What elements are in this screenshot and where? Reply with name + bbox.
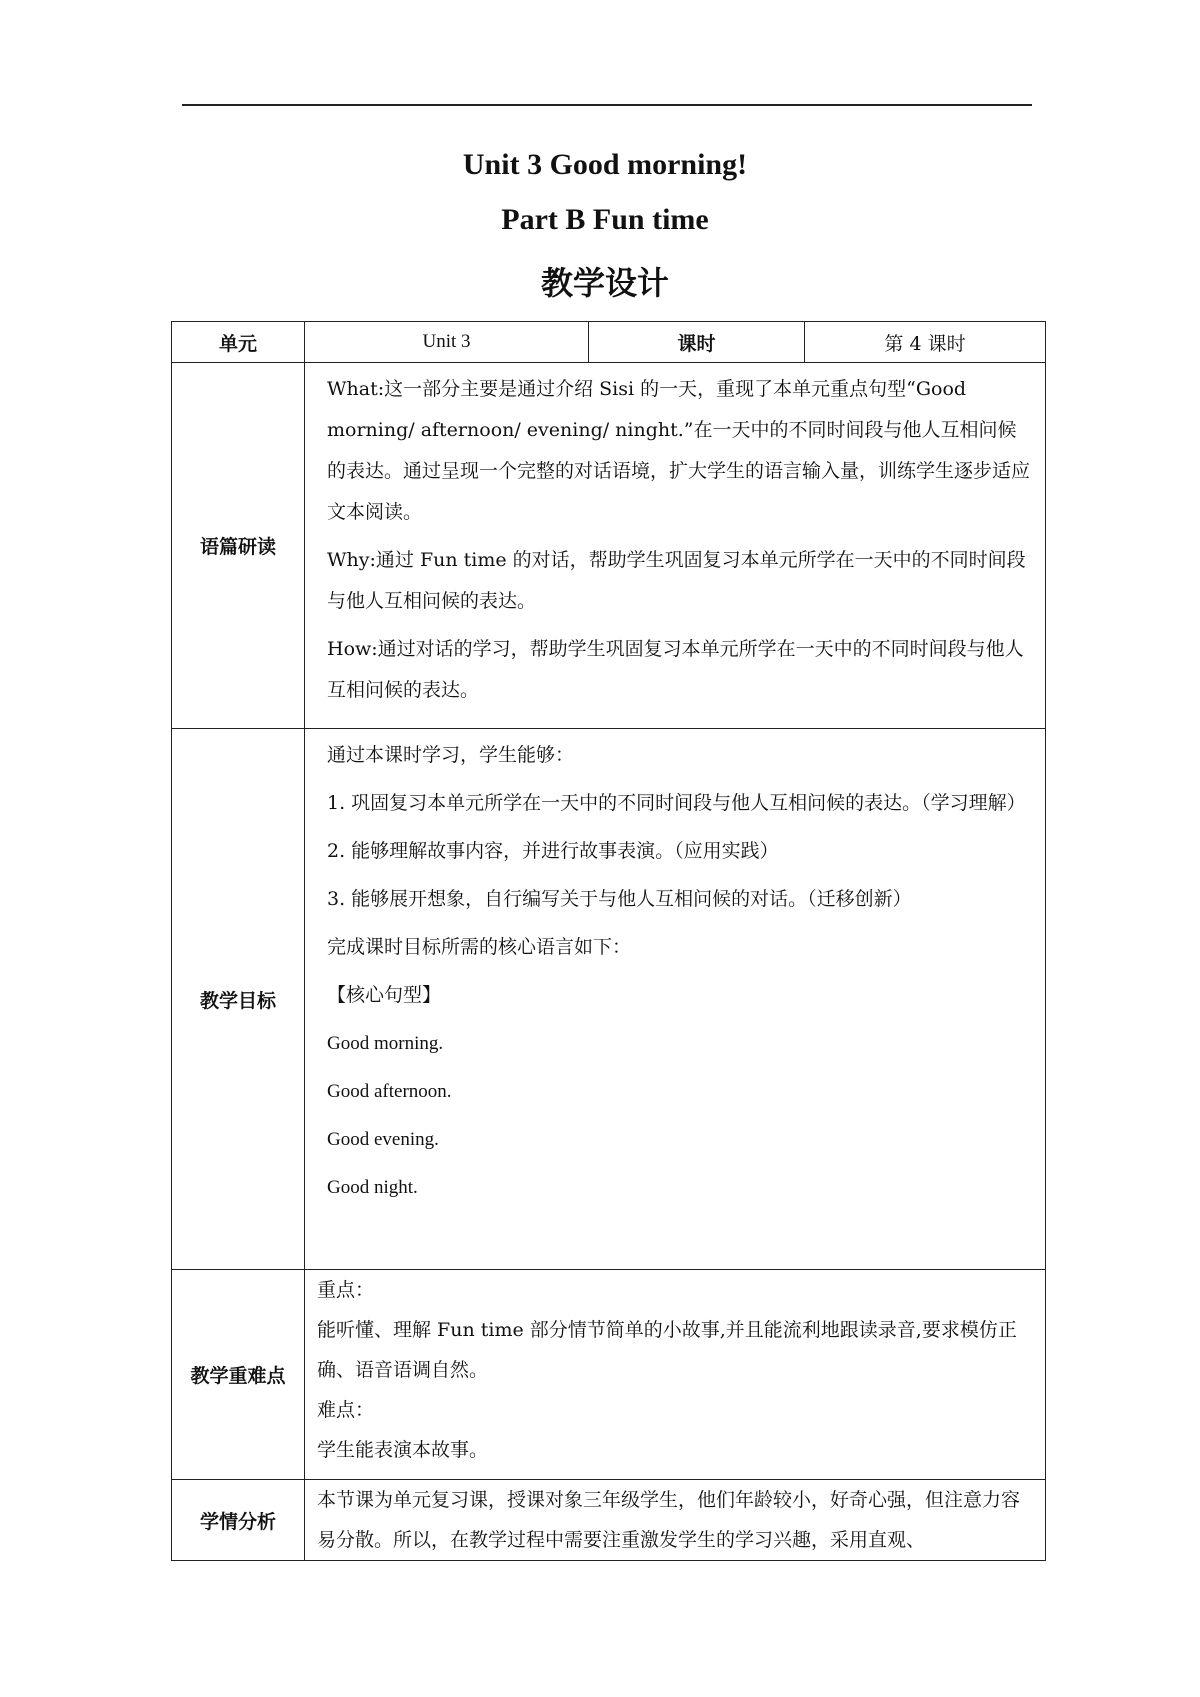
core-sentence: Good night. (327, 1177, 418, 1198)
core-language-intro: 完成课时目标所需的核心语言如下： (327, 936, 632, 958)
focus-text: 能听懂、理解 Fun time 部分情节简单的小故事,并且能流利地跟读录音,要求模仿正确、语音语调自然。 (317, 1319, 1017, 1381)
text-study-row (172, 363, 1046, 729)
header-row (172, 322, 1046, 363)
header-rule (182, 104, 1032, 106)
objectives-label: 教学目标 (172, 729, 305, 1270)
document-subtitle: Part B Fun time (501, 203, 709, 236)
objectives-content (305, 729, 1046, 1270)
analysis-row (172, 1480, 1046, 1561)
objective-item: 3. 能够展开想象，自行编写关于与他人互相问候的对话。（迁移创新） (327, 888, 912, 910)
unit-label: 单元 (172, 322, 305, 363)
core-sentence: Good afternoon. (327, 1081, 452, 1102)
why-paragraph: Why:通过 Fun time 的对话，帮助学生巩固复习本单元所学在一天中的不同时间段与他人互相问候的表达。 (327, 549, 1026, 612)
key-points-label: 教学重难点 (172, 1270, 305, 1480)
key-points-row (172, 1270, 1046, 1480)
objective-item: 2. 能够理解故事内容，并进行故事表演。（应用实践） (327, 840, 779, 862)
objectives-row (172, 729, 1046, 1270)
core-sentence: Good evening. (327, 1129, 439, 1150)
document-title: Unit 3 Good morning! (462, 148, 748, 181)
text-study-label: 语篇研读 (172, 363, 305, 729)
lesson-plan-table (171, 321, 1046, 1561)
text-study-content (305, 363, 1046, 729)
difficulty-text: 学生能表演本故事。 (317, 1439, 489, 1461)
analysis-text: 本节课为单元复习课，授课对象三年级学生，他们年龄较小，好奇心强，但注意力容易分散。所以，在教学过程中需要注重激发学生的学习兴趣，采用直观、 (317, 1489, 1021, 1551)
period-label: 课时 (589, 322, 805, 363)
focus-label: 重点： (317, 1279, 375, 1301)
document-heading: 教学设计 (540, 265, 669, 301)
core-sentence: Good morning. (327, 1033, 444, 1054)
key-points-content (305, 1270, 1046, 1480)
core-sentences-heading: 【核心句型】 (327, 984, 442, 1006)
unit-value: Unit 3 (305, 322, 589, 363)
how-paragraph: How:通过对话的学习，帮助学生巩固复习本单元所学在一天中的不同时间段与他人互相问候的表达。 (327, 638, 1024, 701)
period-value: 第 4 课时 (805, 322, 1046, 363)
objectives-intro: 通过本课时学习，学生能够： (327, 744, 575, 766)
difficulty-label: 难点： (317, 1399, 375, 1421)
objective-item: 1. 巩固复习本单元所学在一天中的不同时间段与他人互相问候的表达。（学习理解） (327, 792, 1026, 814)
analysis-label: 学情分析 (172, 1480, 305, 1561)
what-paragraph: What:这一部分主要是通过介绍 Sisi 的一天，重现了本单元重点句型“Good morning/ afternoon/ evening/ ninght.”在一天中的不同时间段与他人互相问候的表达。通过呈现一个完整的对话语境，扩大学生的语言输入量，训练学生逐步适应文本阅读。 (327, 378, 1031, 523)
analysis-content (305, 1480, 1046, 1561)
